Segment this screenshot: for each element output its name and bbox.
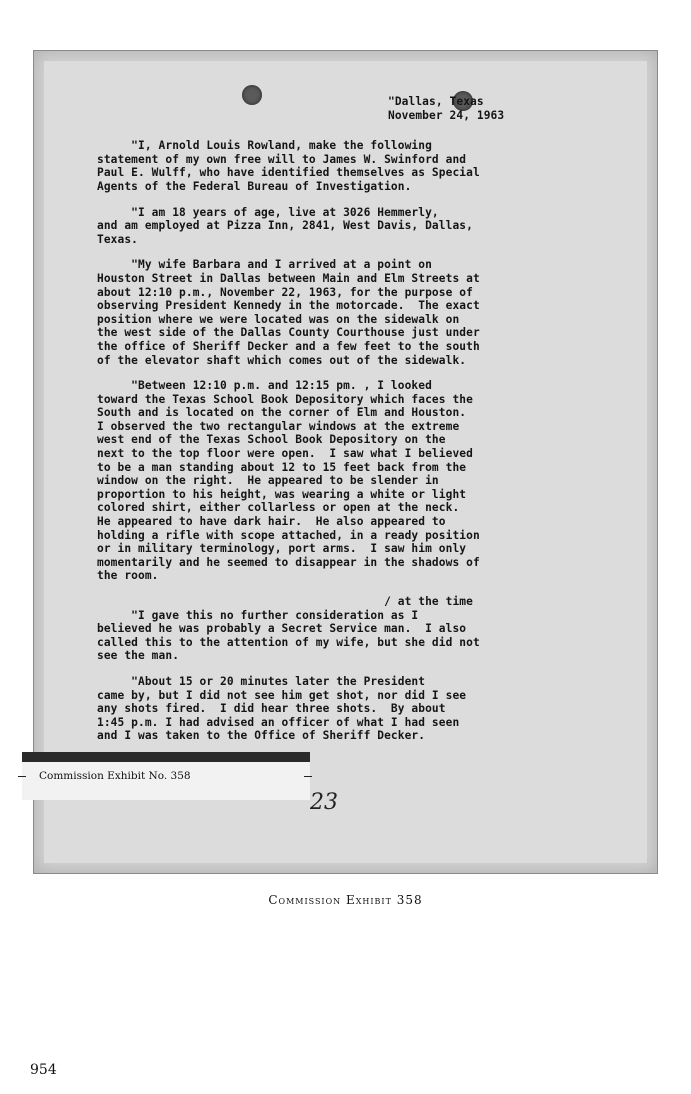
paragraph: "Between 12:10 p.m. and 12:15 pm. , I looked toward the Texas School Book Depository which faces the South and is located on the corner of Elm and Houston. I observed the two rectangular windows at the extreme west end of the Texas School Book Depository on the next to the top floor were open. I saw what I believed to be a man standing about 12 to 15 feet back from the window on the right. He appeared to be slender in proportion to his height, was wearing a white or light colored shirt, either collarless or open at the neck. He appeared to have dark hair. He also appeared to holding a rifle with scope attached, in a ready position or in military terminology, port arms. I saw him only momentarily and he seemed to disappear in the shadows of the room. (97, 379, 480, 583)
paragraph: "My wife Barbara and I arrived at a point on Houston Street in Dallas between Main and Elm Streets at about 12:10 p.m., November 22, 1963, for the purpose of observing President Kennedy in the motorcade. The exact position where we were located was on the sidewalk on the west side of the Dallas County Courthouse just under the office of Sheriff Decker and a few feet to the south of the elevator shaft which comes out of the sidewalk. (97, 258, 480, 367)
label-tick-left (18, 776, 26, 777)
paragraph: "I am 18 years of age, live at 3026 Hemmerly, and am employed at Pizza Inn, 2841, West Davis, Dallas, Texas. (97, 205, 473, 246)
caption-text: Commission Exhibit 358 (268, 893, 423, 907)
header-date: November 24, 1963 (388, 108, 505, 122)
paragraph: "I, Arnold Louis Rowland, make the following statement of my own free will to James W. Swinford and Paul E. Wulff, who have identified themselves as Special Agents of the Federal Bureau of Investigation. (97, 139, 480, 193)
handwritten-number: 23 (310, 790, 338, 815)
header-location: "Dallas, Texas (388, 95, 484, 108)
page-caption (0, 893, 691, 907)
typed-statement (97, 95, 567, 755)
exhibit-label (22, 752, 310, 800)
label-tick-right (304, 776, 312, 777)
exhibit-label-text: Commission Exhibit No. 358 (39, 770, 191, 782)
paragraph: / at the time "I gave this no further consideration as I believed he was probably a Secret Service man. I also called this to the attention of my wife, but she did not see the man. (97, 595, 480, 663)
page-number: 954 (30, 1062, 57, 1078)
paragraph: "About 15 or 20 minutes later the President came by, but I did not see him get shot, nor did I see any shots fired. I did hear three shots. By about 1:45 p.m. I had advised an officer of what I had seen and I was taken to the Office of Sheriff Decker. (97, 674, 467, 743)
